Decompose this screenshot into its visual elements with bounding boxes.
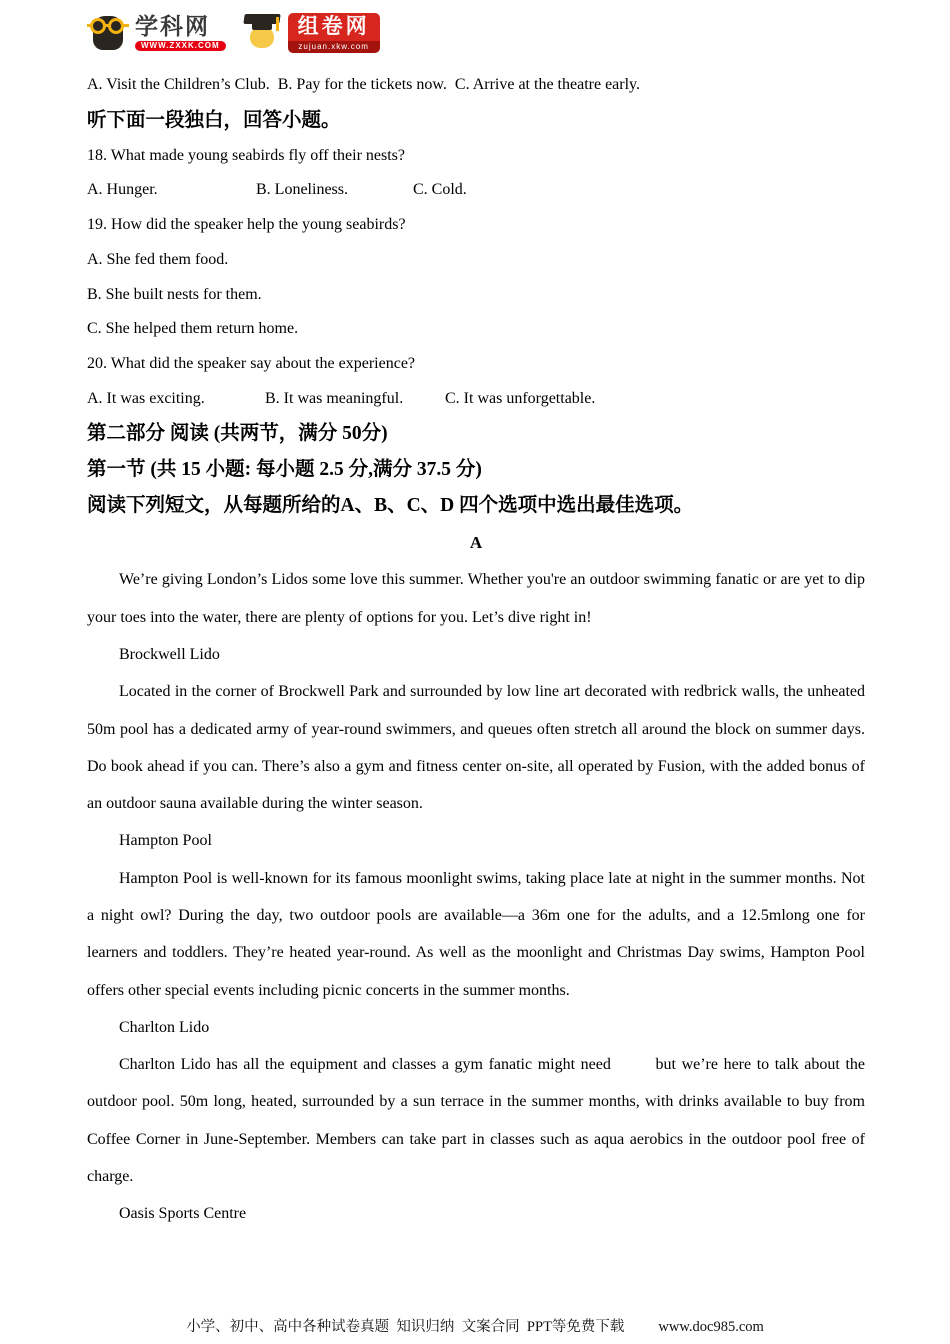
footer-text: 小学、初中、高中各种试卷真题 知识归纳 文案合同 PPT等免费下载 [186,1319,625,1335]
passage-intro: We’re giving London’s Lidos some love this summer. Whether you're an outdoor swimming fanatic or are yet to dip your toes into the water, there are plenty of options for you. Let’s dive right in! [87,571,865,626]
option-text: A. Hunger. [87,181,158,199]
subheading-charlton-lido: Charlton Lido [119,1018,210,1036]
question-19: 19. How did the speaker help the young seabirds? [87,216,406,234]
option-text: C. It was unforgettable. [445,389,596,407]
zujuan-logo-url: zujuan.xkw.com [288,41,380,53]
options-20 [87,382,865,417]
subheading-oasis-sports-centre: Oasis Sports Centre [119,1205,247,1223]
para-charlton-lido: Charlton Lido has all the equipment and classes a gym fanatic might need but we’re here to talk about the outdoor pool. 50m long, heated, surrounded by a sun terrace in the summer months, with drinks available to buy from Coffee Corner in June-September. Members can take part in classes such as aqua aerobics in the outdoor pool free of charge. [87,1056,865,1186]
option-text: C. Cold. [413,181,467,199]
section1-heading: 第一节 (共 15 小题: 每小题 2.5 分,满分 37.5 分) [87,459,482,481]
option-19-c: C. She helped them return home. [87,320,299,338]
zxxk-logo-url: WWW.ZXXK.COM [135,41,226,51]
part2-heading: 第二部分 阅读 (共两节，满分 50分) [87,423,388,445]
footer-url: www.doc985.com [658,1319,764,1335]
subheading-brockwell-lido: Brockwell Lido [119,645,220,663]
subheading-hampton-pool: Hampton Pool [119,832,212,850]
zujuan-logo-text: 组卷网 [288,13,380,41]
option-19-b: B. She built nests for them. [87,285,262,303]
zxxk-logo [87,12,226,54]
page-footer [0,1315,950,1336]
zujuan-logo [242,12,380,54]
options-18 [87,173,865,208]
option-19-a: A. She fed them food. [87,250,229,268]
reading-instruction: 阅读下列短文，从每题所给的A、B、C、D 四个选项中选出最佳选项。 [87,495,694,517]
question-20: 20. What did the speaker say about the experience? [87,354,416,372]
listening-monologue-instruction: 听下面一段独白，回答小题。 [87,109,341,131]
owl-icon [87,12,129,54]
document-content [87,68,865,1233]
option-text: A. It was exciting. [87,389,205,407]
para-brockwell-lido: Located in the corner of Brockwell Park and surrounded by low line art decorated with redbrick walls, the unheated 50m pool has a dedicated army of year-round swimmers, and queues often stretch all around the block on summer days. Do book ahead if you can. There’s also a gym and fitness center on-site, all operated by Fusion, with the added bonus of an outdoor sauna available during the winter season. [87,683,865,813]
para-hampton-pool: Hampton Pool is well-known for its famous moonlight swims, taking place late at night in the summer months. Not a night owl? During the day, two outdoor pools are available—a 36m one for the adults, and a 12.5mlong one for learners and toddlers. They’re heated year-round. As well as the moonlight and Christmas Day swims, Hampton Pool offers other special events including picnic concerts in the summer months. [87,869,865,999]
option-text: B. Loneliness. [256,181,348,199]
question-18: 18. What made young seabirds fly off their nests? [87,146,405,164]
option-text: B. It was meaningful. [265,389,404,407]
answer-options-line-17: A. Visit the Children’s Club. B. Pay for the tickets now. C. Arrive at the theatre early. [87,76,641,93]
header-logos [87,12,380,54]
graduate-cap-icon [242,12,282,54]
passage-label-a: A [469,533,483,553]
zxxk-logo-text: 学科网 [135,13,210,39]
